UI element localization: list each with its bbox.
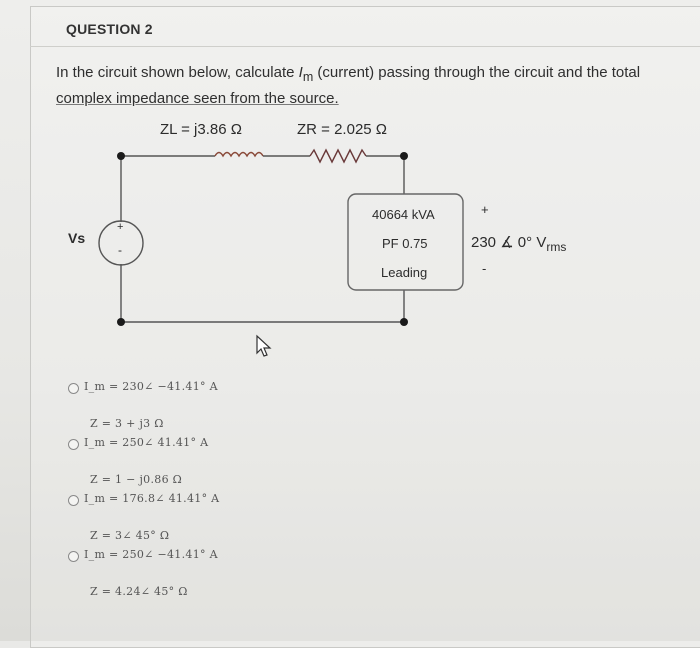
source-label: Vs xyxy=(68,230,86,246)
option-1-radio[interactable] xyxy=(68,383,79,394)
resistor-zigzag xyxy=(310,150,366,162)
inductor-coil xyxy=(215,153,263,157)
option-4-impedance: Z = 4.24∠ 45° Ω xyxy=(90,585,188,598)
option-2-radio[interactable] xyxy=(68,439,79,450)
option-2-current[interactable]: I_m = 250∠ 41.41° A xyxy=(84,436,209,449)
question-text-line2: complex impedance seen from the source. xyxy=(56,90,339,107)
question-text-line1-pre: In the circuit shown below, calculate xyxy=(56,64,299,81)
load-voltage-value: 230 ∡ 0° V xyxy=(471,234,547,251)
current-symbol: I xyxy=(298,64,303,81)
inductor-label: ZL = j3.86 Ω xyxy=(160,121,242,138)
option-3-impedance: Z = 3∠ 45° Ω xyxy=(90,529,170,542)
option-2-impedance: Z = 1 − j0.86 Ω xyxy=(90,473,183,486)
option-3-current[interactable]: I_m = 176.8∠ 41.41° A xyxy=(84,492,220,505)
mouse-cursor-icon xyxy=(255,334,275,358)
node-dot-bottom-left xyxy=(117,318,125,326)
option-4-current[interactable]: I_m = 250∠ −41.41° A xyxy=(84,548,218,561)
source-minus: - xyxy=(118,243,122,257)
node-dot-top-right xyxy=(400,152,408,160)
load-type: Leading xyxy=(381,265,428,280)
resistor-label: ZR = 2.025 Ω xyxy=(297,121,388,138)
option-4-radio[interactable] xyxy=(68,551,79,562)
load-pf: PF 0.75 xyxy=(382,236,428,251)
load-kva: 40664 kVA xyxy=(372,207,435,222)
current-subscript: m xyxy=(302,70,314,84)
load-voltage xyxy=(471,233,566,254)
option-1-impedance: Z = 3 + j3 Ω xyxy=(90,417,164,430)
load-plus: + xyxy=(481,202,489,217)
load-minus: - xyxy=(482,261,487,276)
question-text-line1-post: (current) passing through the circuit and the total xyxy=(313,64,641,81)
option-1-current[interactable]: I_m = 230∠ −41.41° A xyxy=(84,380,218,393)
node-dot-top-left xyxy=(117,152,125,160)
option-3-radio[interactable] xyxy=(68,495,79,506)
node-dot-bottom-right xyxy=(400,318,408,326)
question-title: QUESTION 2 xyxy=(66,21,153,37)
load-voltage-unit: rms xyxy=(546,240,567,254)
source-plus: + xyxy=(117,221,124,233)
